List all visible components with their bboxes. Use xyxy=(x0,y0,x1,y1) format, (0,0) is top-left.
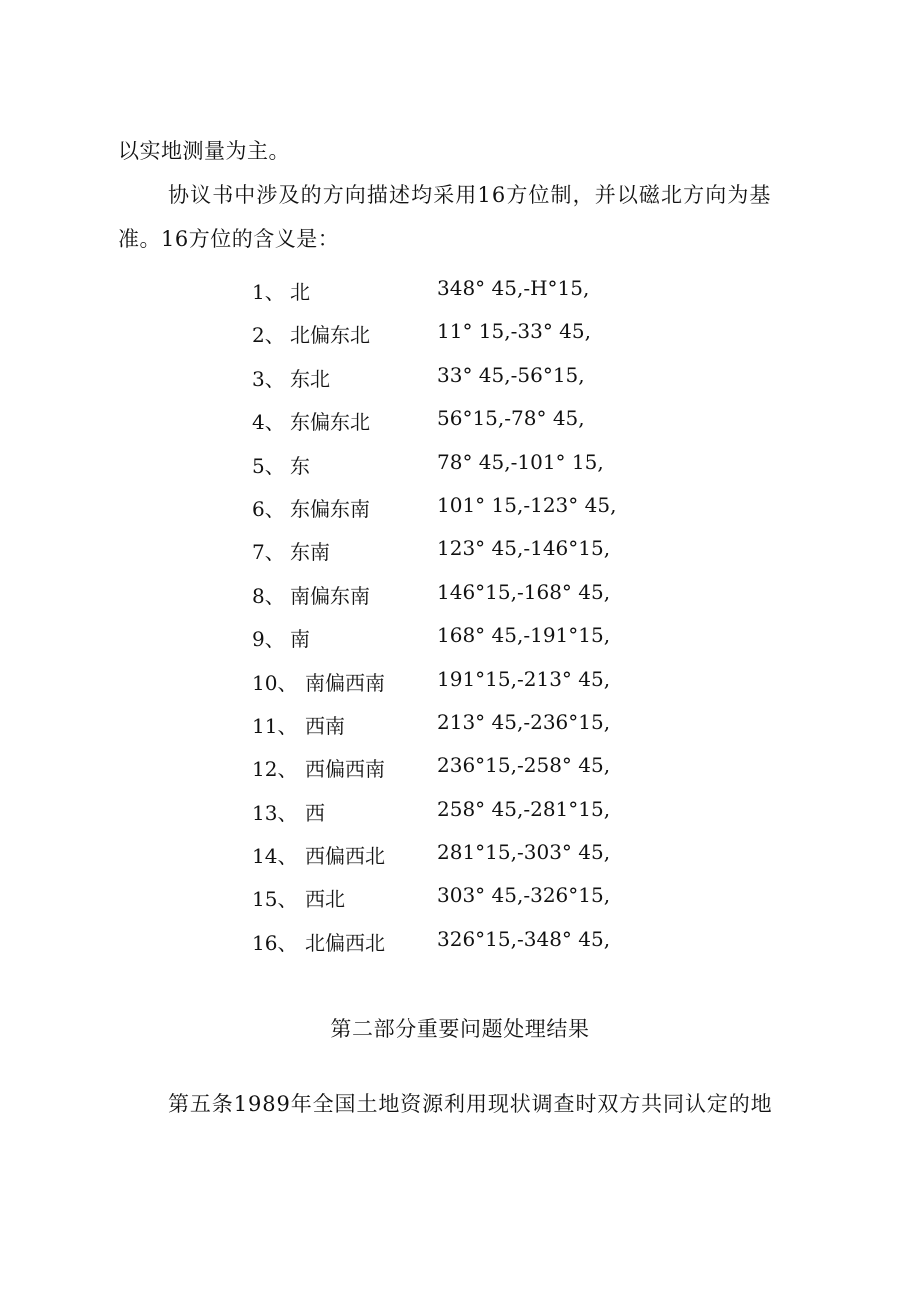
direction-name: 南偏西南 xyxy=(305,670,385,695)
article-paragraph: 第五条1989年全国土地资源利用现状调查时双方共同认定的地 xyxy=(168,1092,773,1116)
direction-bearing-range: 326°15,-348° 45, xyxy=(437,926,611,951)
direction-number: 14、 xyxy=(252,844,298,869)
direction-item xyxy=(252,927,672,970)
direction-number: 4、 xyxy=(252,410,285,435)
direction-bearing-range: 78° 45,-101° 15, xyxy=(437,449,604,474)
direction-number: 3、 xyxy=(252,366,285,391)
direction-bearing-range: 168° 45,-191°15, xyxy=(437,623,611,648)
direction-item xyxy=(252,883,672,926)
direction-item xyxy=(252,536,672,579)
direction-name: 北偏西北 xyxy=(305,930,385,955)
direction-item xyxy=(252,276,672,319)
direction-name: 南偏东南 xyxy=(290,583,370,608)
direction-list xyxy=(252,276,672,970)
direction-name: 北偏东北 xyxy=(290,323,370,348)
direction-bearing-range: 348° 45,-H°15, xyxy=(437,276,590,300)
direction-name: 东北 xyxy=(290,366,330,391)
direction-bearing-range: 303° 45,-326°15, xyxy=(437,883,611,908)
direction-item xyxy=(252,406,672,449)
direction-number: 7、 xyxy=(252,540,285,565)
direction-bearing-range: 236°15,-258° 45, xyxy=(437,753,611,778)
continuation-paragraph: 以实地测量为主。 xyxy=(118,139,290,163)
direction-name: 东南 xyxy=(290,540,330,565)
direction-bearing-range: 33° 45,-56°15, xyxy=(437,362,585,387)
direction-number: 15、 xyxy=(252,887,298,912)
direction-name: 东 xyxy=(290,453,310,478)
direction-item xyxy=(252,363,672,406)
direction-item xyxy=(252,450,672,493)
direction-name: 西南 xyxy=(305,713,345,738)
direction-name: 北 xyxy=(290,280,310,304)
direction-number: 1、 xyxy=(252,280,285,304)
intro-paragraph-line-2: 准。16方位的含义是： xyxy=(118,227,340,251)
direction-item xyxy=(252,840,672,883)
direction-number: 6、 xyxy=(252,496,285,521)
direction-bearing-range: 101° 15,-123° 45, xyxy=(437,492,617,517)
direction-number: 8、 xyxy=(252,583,285,608)
direction-item xyxy=(252,580,672,623)
direction-bearing-range: 258° 45,-281°15, xyxy=(437,796,611,821)
direction-bearing-range: 191°15,-213° 45, xyxy=(437,666,611,691)
direction-bearing-range: 213° 45,-236°15, xyxy=(437,709,611,734)
direction-item xyxy=(252,710,672,753)
direction-bearing-range: 281°15,-303° 45, xyxy=(437,840,611,865)
direction-bearing-range: 123° 45,-146°15, xyxy=(437,536,611,561)
direction-item xyxy=(252,493,672,536)
direction-number: 5、 xyxy=(252,453,285,478)
direction-number: 13、 xyxy=(252,800,298,825)
section-heading: 第二部分重要问题处理结果 xyxy=(330,1017,590,1041)
direction-item xyxy=(252,319,672,362)
direction-name: 东偏东北 xyxy=(290,410,370,435)
intro-paragraph-line-1: 协议书中涉及的方向描述均采用16方位制，并以磁北方向为基 xyxy=(168,183,772,207)
direction-item xyxy=(252,667,672,710)
direction-bearing-range: 56°15,-78° 45, xyxy=(437,406,585,431)
direction-name: 西偏西北 xyxy=(305,844,385,869)
direction-item xyxy=(252,753,672,796)
direction-number: 12、 xyxy=(252,757,298,782)
direction-name: 东偏东南 xyxy=(290,496,370,521)
direction-name: 西偏西南 xyxy=(305,757,385,782)
direction-name: 南 xyxy=(290,627,310,652)
direction-bearing-range: 11° 15,-33° 45, xyxy=(437,319,591,344)
direction-number: 2、 xyxy=(252,323,285,348)
direction-number: 16、 xyxy=(252,930,298,955)
direction-name: 西北 xyxy=(305,887,345,912)
direction-item xyxy=(252,623,672,666)
direction-item xyxy=(252,797,672,840)
direction-number: 11、 xyxy=(252,713,298,738)
direction-number: 9、 xyxy=(252,627,285,652)
direction-bearing-range: 146°15,-168° 45, xyxy=(437,579,611,604)
direction-number: 10、 xyxy=(252,670,298,695)
direction-name: 西 xyxy=(305,800,325,825)
